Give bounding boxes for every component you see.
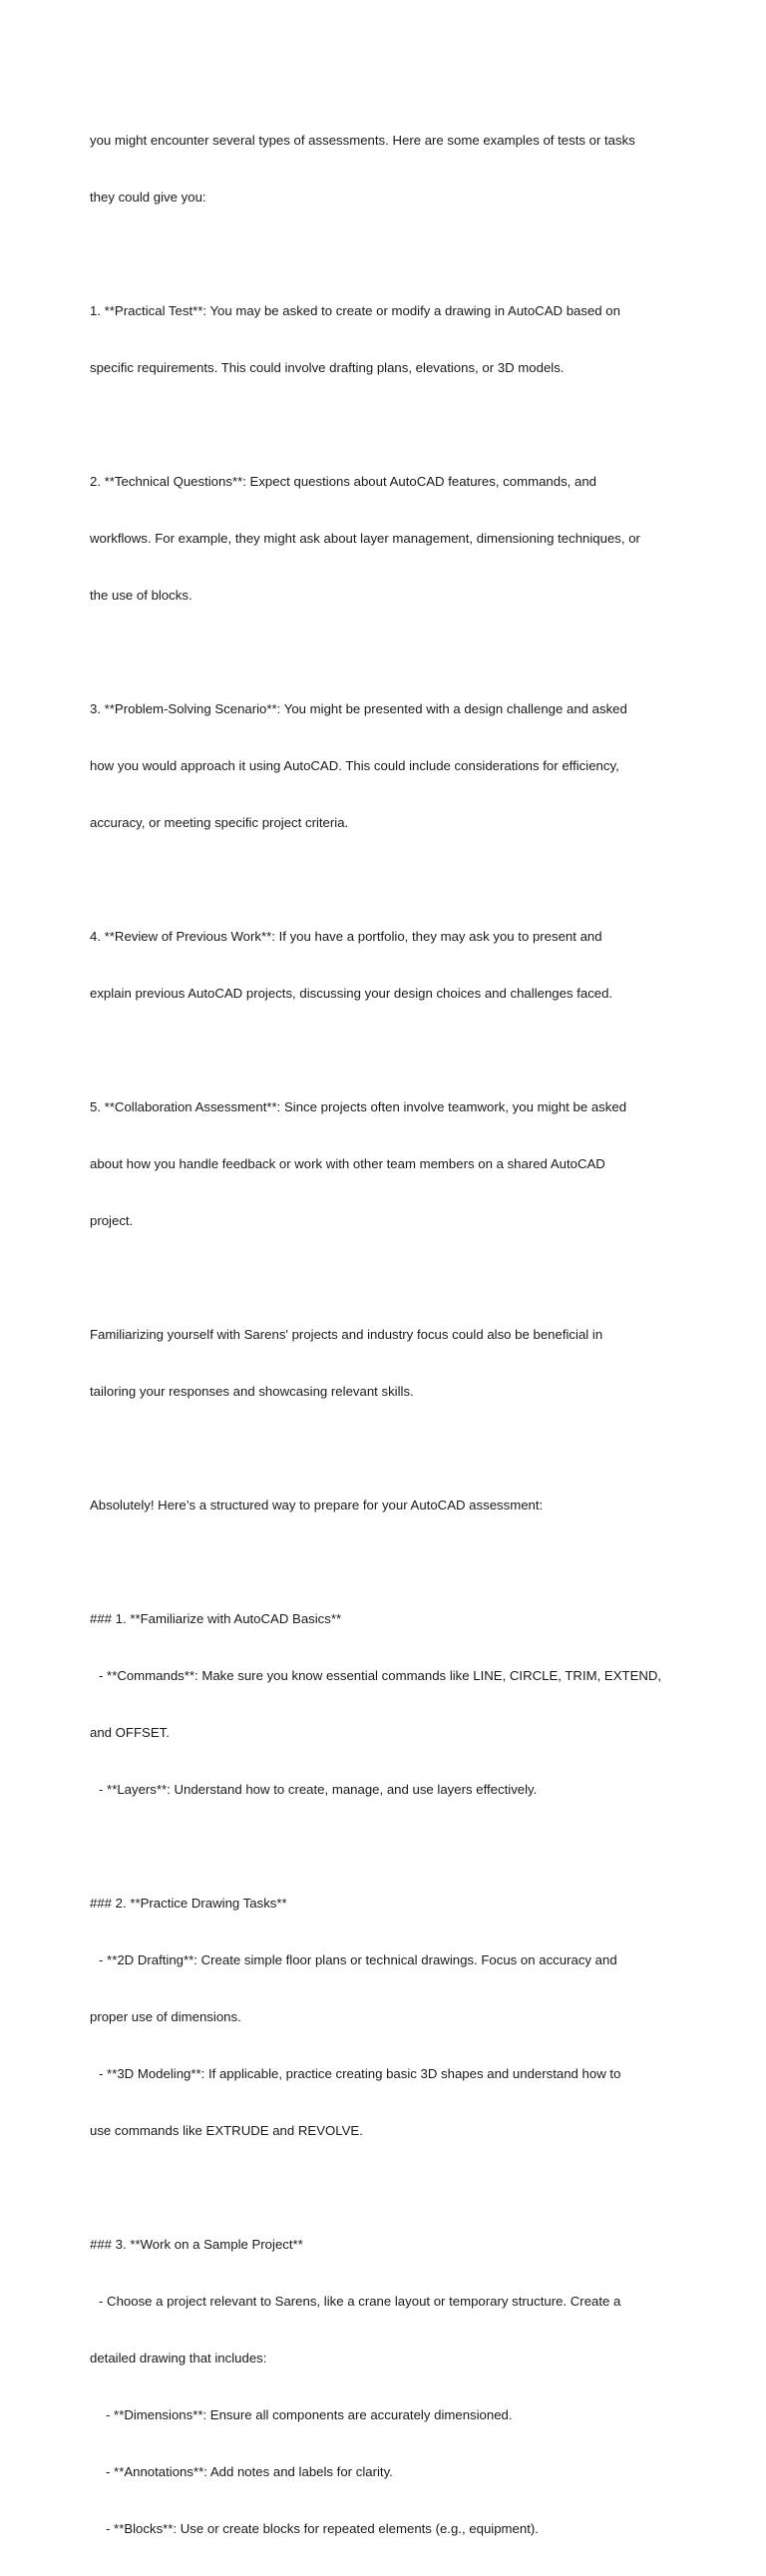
text-line: - **Annotations**: Add notes and labels for clarity. (106, 2464, 393, 2479)
paragraph-intro (90, 93, 706, 244)
text-line: explain previous AutoCAD projects, discussing your design choices and challenges faced. (90, 986, 613, 1001)
text-line: - **Commands**: Make sure you know essential commands like LINE, CIRCLE, TRIM, EXTEND, (99, 1668, 662, 1683)
section-heading: ### 1. **Familiarize with AutoCAD Basics** (90, 1611, 342, 1626)
text-line: - **Layers**: Understand how to create, manage, and use layers effectively. (99, 1782, 538, 1797)
paragraph-practical-test (90, 263, 706, 415)
text-line: 3. **Problem-Solving Scenario**: You might be presented with a design challenge and asked (90, 701, 627, 716)
text-line: - Choose a project relevant to Sarens, like a crane layout or temporary structure. Create a (99, 2294, 621, 2309)
text-line: proper use of dimensions. (90, 2009, 241, 2024)
text-line: workflows. For example, they might ask about layer management, dimensioning techniques, or (90, 531, 640, 546)
section-practice-drawing (90, 1856, 706, 2178)
text-line: project. (90, 1213, 134, 1228)
text-line: they could give you: (90, 190, 206, 205)
text-line: Familiarizing yourself with Sarens' projects and industry focus could also be beneficial in (90, 1327, 603, 1342)
text-line: accuracy, or meeting specific project criteria. (90, 815, 349, 830)
paragraph-collaboration (90, 1060, 706, 1268)
text-line: the use of blocks. (90, 588, 192, 603)
text-line: use commands like EXTRUDE and REVOLVE. (90, 2123, 363, 2138)
text-line: - **3D Modeling**: If applicable, practice creating basic 3D shapes and understand how to (99, 2066, 621, 2081)
text-line: how you would approach it using AutoCAD. This could include considerations for efficiency, (90, 758, 619, 773)
paragraph-technical-questions (90, 434, 706, 643)
text-line: tailoring your responses and showcasing relevant skills. (90, 1384, 414, 1399)
section-heading: ### 3. **Work on a Sample Project** (90, 2237, 303, 2252)
text-line: 4. **Review of Previous Work**: If you have a portfolio, they may ask you to present and (90, 929, 602, 944)
paragraph-absolutely (90, 1458, 706, 1552)
text-line: 5. **Collaboration Assessment**: Since projects often involve teamwork, you might be asked (90, 1099, 627, 1114)
text-line: and OFFSET. (90, 1725, 170, 1740)
section-sample-project (90, 2197, 706, 2576)
text-line: about how you handle feedback or work with other team members on a shared AutoCAD (90, 1156, 605, 1171)
text-line: detailed drawing that includes: (90, 2351, 267, 2365)
text-line: 2. **Technical Questions**: Expect questions about AutoCAD features, commands, and (90, 474, 597, 489)
section-heading: ### 2. **Practice Drawing Tasks** (90, 1896, 287, 1911)
text-line: specific requirements. This could involve drafting plans, elevations, or 3D models. (90, 360, 565, 375)
text-line: - **Dimensions**: Ensure all components are accurately dimensioned. (106, 2407, 513, 2422)
text-line: - **2D Drafting**: Create simple floor plans or technical drawings. Focus on accuracy and (99, 1952, 617, 1967)
text-line: - **Blocks**: Use or create blocks for repeated elements (e.g., equipment). (106, 2521, 539, 2536)
paragraph-review-previous-work (90, 889, 706, 1041)
text-line: Absolutely! Here’s a structured way to prepare for your AutoCAD assessment: (90, 1498, 544, 1512)
text-line: 1. **Practical Test**: You may be asked to create or modify a drawing in AutoCAD based on (90, 303, 620, 318)
section-autocad-basics (90, 1571, 706, 1837)
paragraph-problem-solving (90, 661, 706, 870)
text-line: you might encounter several types of assessments. Here are some examples of tests or tasks (90, 133, 635, 148)
paragraph-sarens (90, 1287, 706, 1439)
